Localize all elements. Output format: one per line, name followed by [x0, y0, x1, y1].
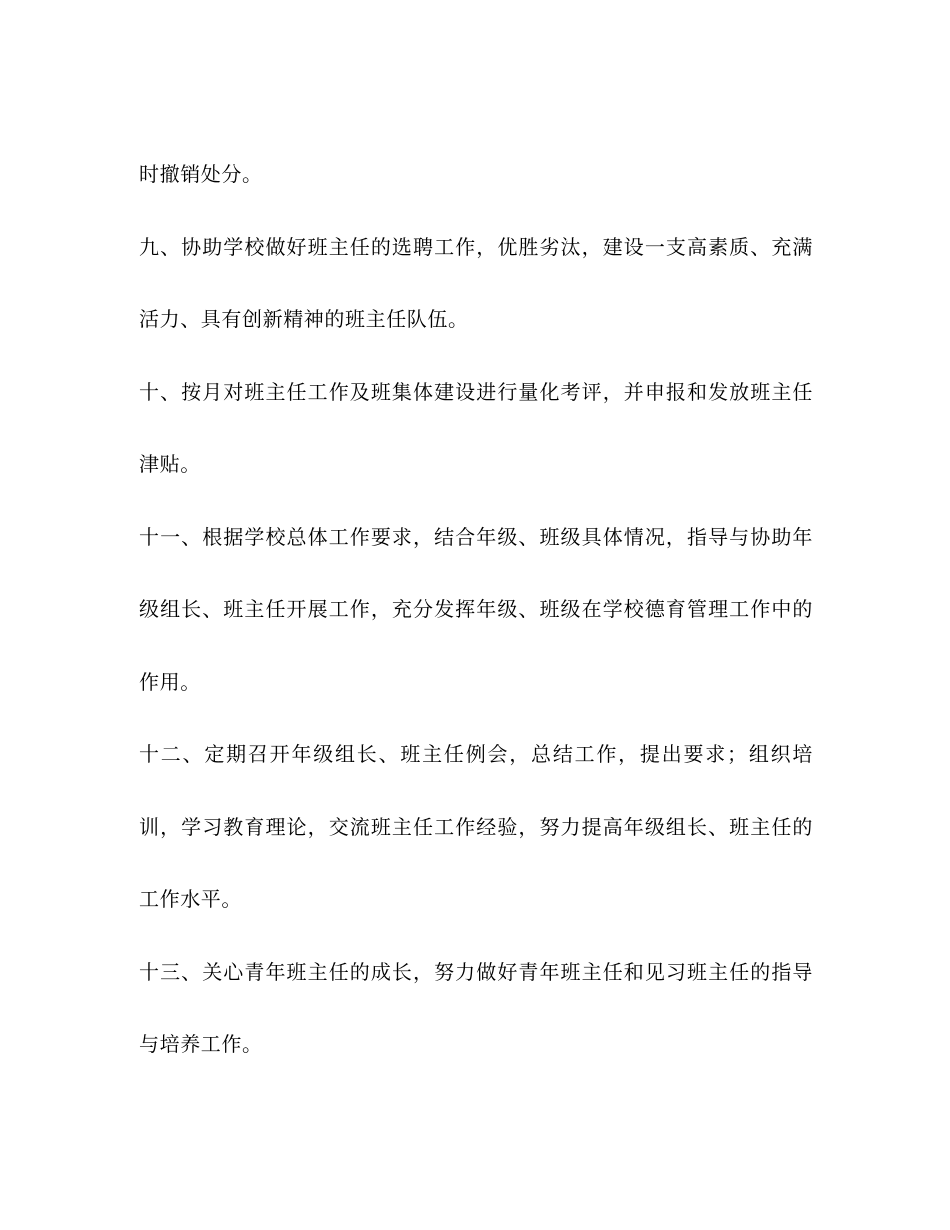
- paragraph-item-11: 十一、根据学校总体工作要求，结合年级、班级具体情况，指导与协助年级组长、班主任开展工作，充分发挥年级、班级在学校德育管理工作中的作用。: [139, 524, 813, 694]
- paragraph-continuation: 时撤销处分。: [139, 162, 263, 186]
- paragraph-item-9: 九、协助学校做好班主任的选聘工作，优胜劣汰，建设一支高素质、充满活力、具有创新精神的班主任队伍。: [139, 234, 813, 331]
- paragraph-item-12: 十二、定期召开年级组长、班主任例会，总结工作，提出要求；组织培训，学习教育理论，交流班主任工作经验，努力提高年级组长、班主任的工作水平。: [139, 742, 813, 911]
- paragraph-item-13: 十三、关心青年班主任的成长，努力做好青年班主任和见习班主任的指导与培养工作。: [139, 959, 813, 1056]
- paragraph-item-10: 十、按月对班主任工作及班集体建设进行量化考评，并申报和发放班主任津贴。: [139, 379, 813, 476]
- document-body: [139, 138, 813, 1081]
